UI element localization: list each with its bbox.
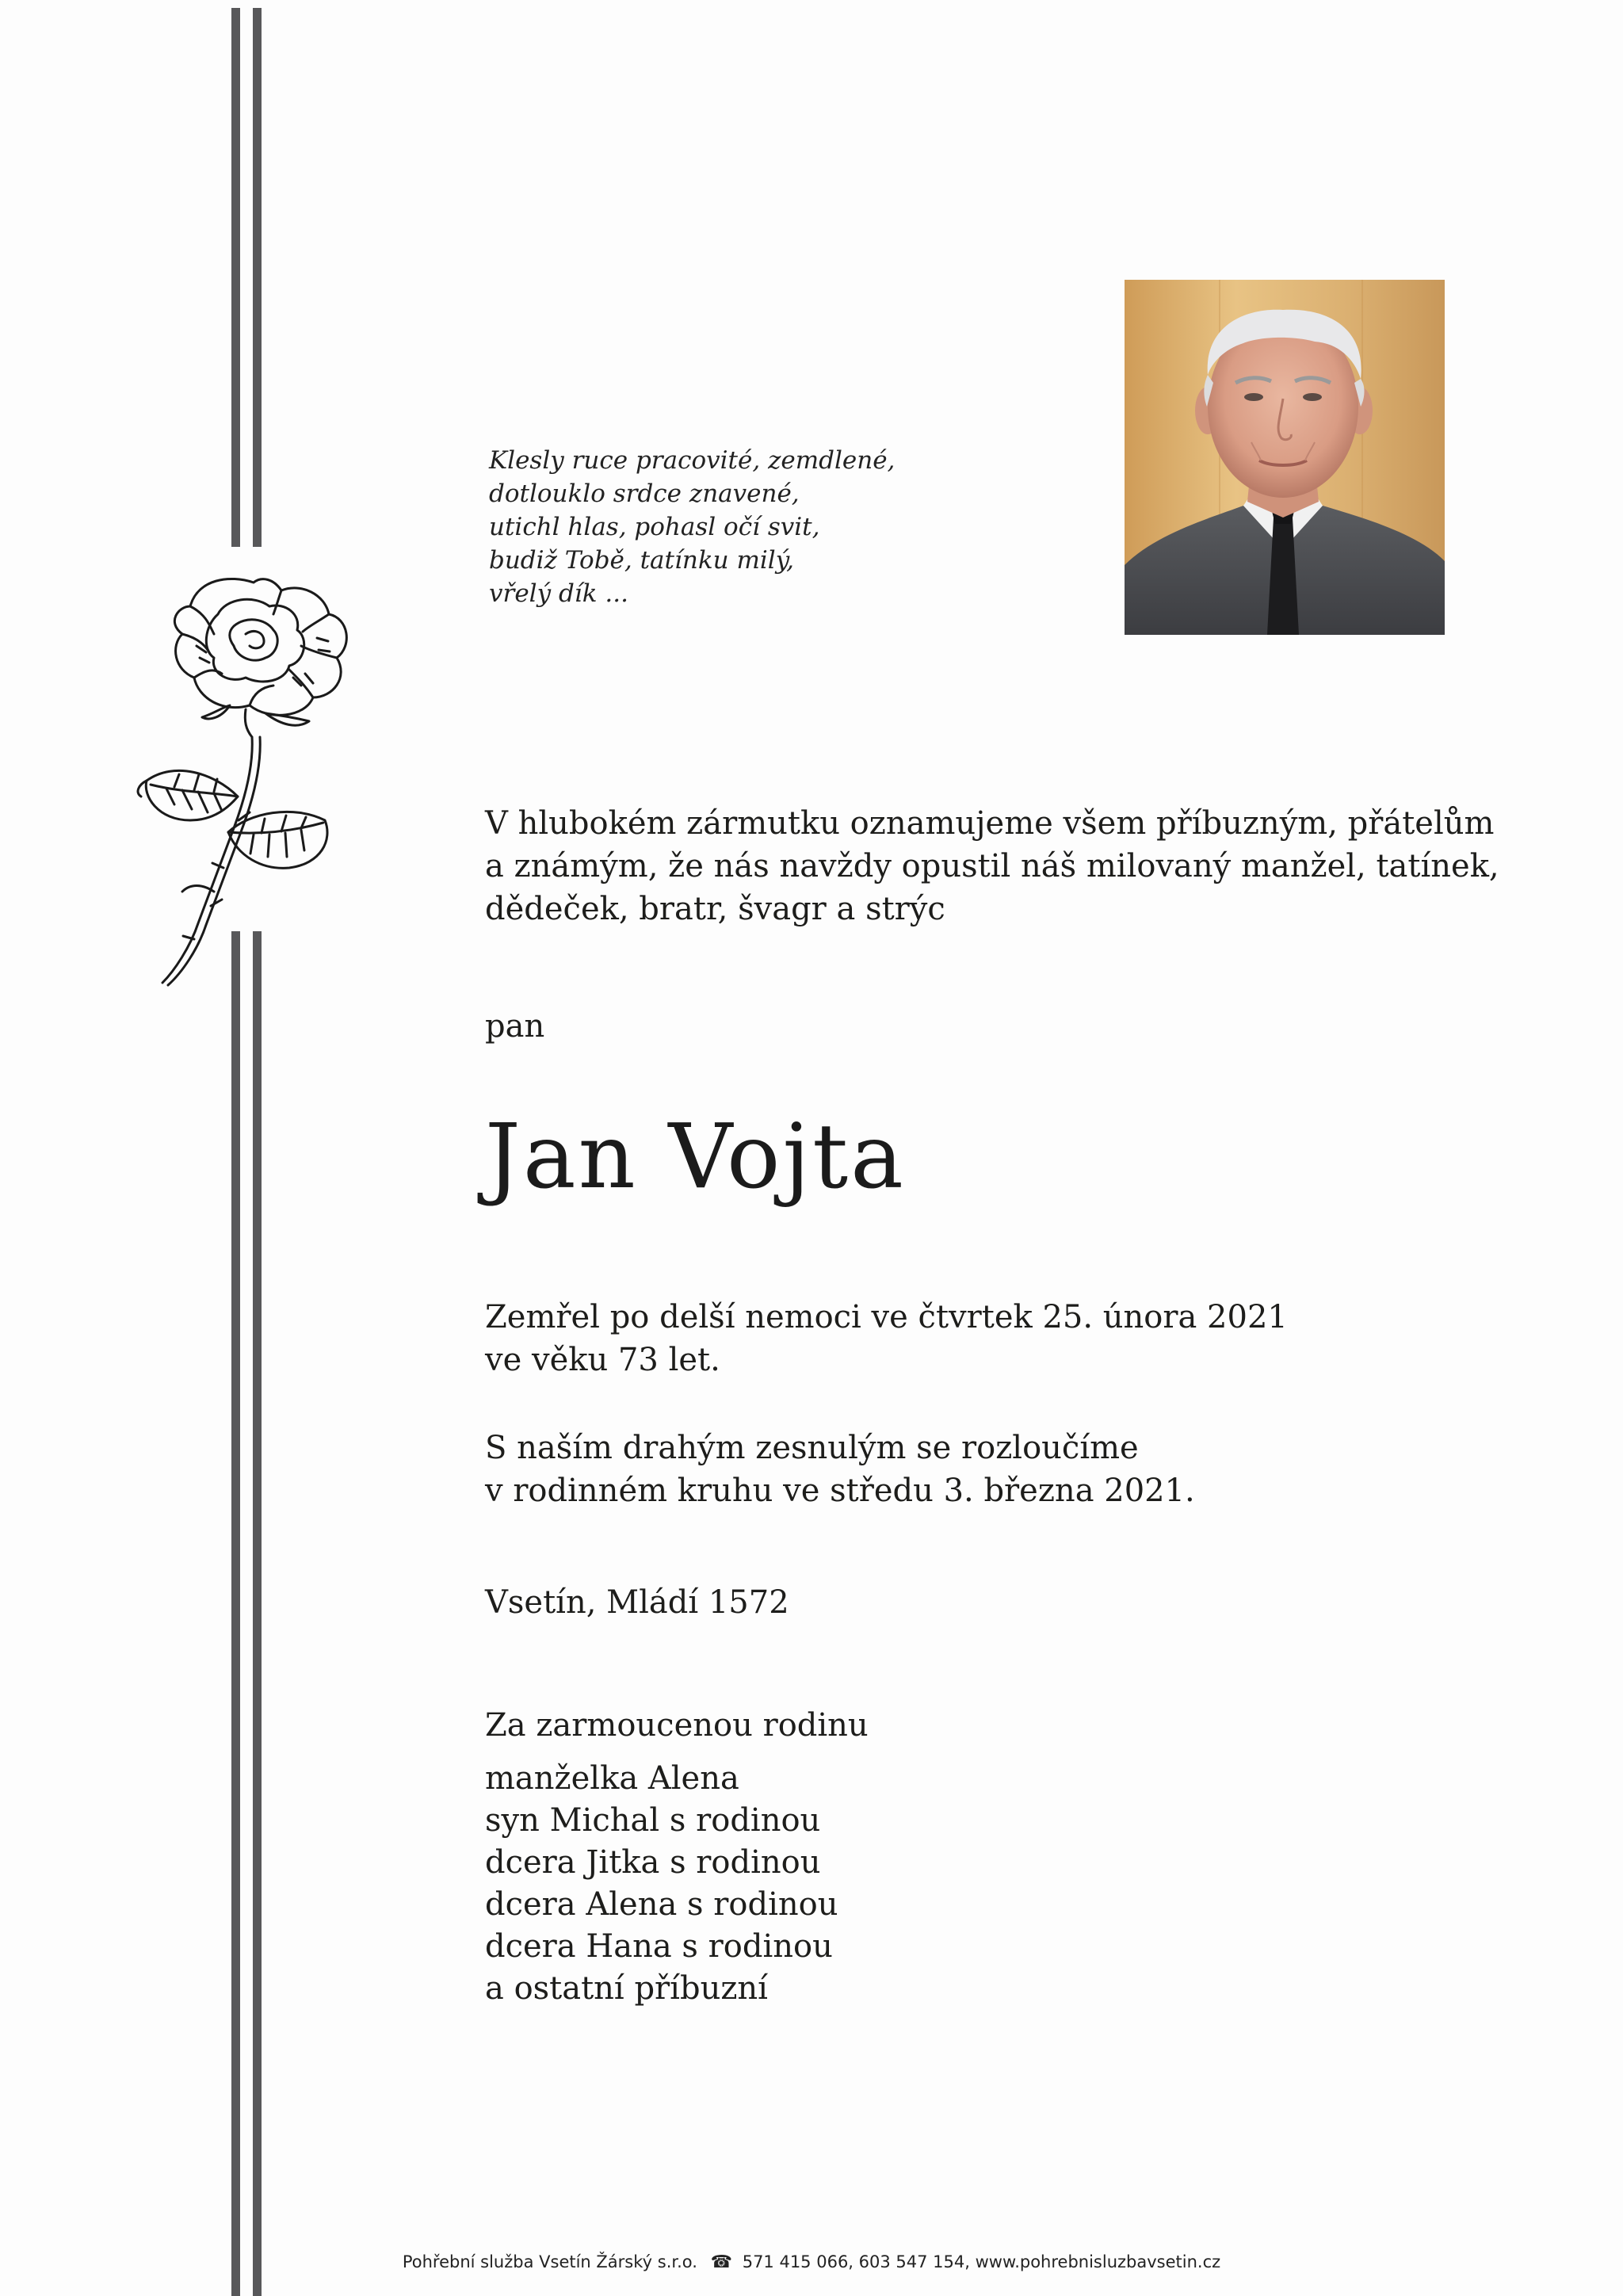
- death-notice-line: ve věku 73 let.: [485, 1342, 720, 1378]
- family-member: manželka Alena: [485, 1760, 739, 1797]
- phone-icon: ☎: [710, 2252, 733, 2272]
- portrait-image-icon: [1125, 280, 1445, 635]
- farewell-notice-line: S naším drahým zesnulým se rozloučíme: [485, 1430, 1139, 1466]
- portrait-photo: [1125, 280, 1445, 635]
- signoff: Za zarmoucenou rodinu: [485, 1707, 869, 1744]
- family-member: a ostatní příbuzní: [485, 1970, 768, 2007]
- farewell-notice: [485, 1427, 1195, 1512]
- death-notice-line: Zemřel po delší nemoci ve čtvrtek 25. února 2021: [485, 1299, 1288, 1335]
- salutation: pan: [485, 1008, 545, 1045]
- decorative-line-right-top: [253, 8, 262, 547]
- poem-line: Klesly ruce pracovité, zemdlené,: [489, 446, 896, 475]
- announcement-line: dědeček, bratr, švagr a strýc: [485, 891, 945, 927]
- poem: [489, 444, 964, 610]
- rose-icon: [135, 559, 380, 987]
- family-member: dcera Alena s rodinou: [485, 1886, 838, 1923]
- footer-contact: 571 415 066, 603 547 154, www.pohrebnisluzbavsetin.cz: [742, 2252, 1221, 2271]
- poem-line: vřelý dík ...: [489, 579, 628, 608]
- deceased-name: Jan Vojta: [485, 1106, 906, 1209]
- decorative-line-left-bottom: [231, 931, 240, 2296]
- announcement-line: V hlubokém zármutku oznamujeme všem příbuzným, přátelům: [485, 805, 1495, 842]
- poem-line: utichl hlas, pohasl očí svit,: [489, 513, 820, 541]
- decorative-line-right-bottom: [253, 931, 262, 2296]
- address: Vsetín, Mládí 1572: [485, 1584, 789, 1621]
- death-notice: [485, 1296, 1288, 1381]
- announcement: [485, 802, 1499, 930]
- decorative-line-left-top: [231, 8, 240, 547]
- footer: [0, 2252, 1623, 2272]
- family-list: [485, 1758, 838, 2010]
- poem-line: budiž Tobě, tatínku milý,: [489, 546, 794, 575]
- farewell-notice-line: v rodinném kruhu ve středu 3. března 2021.: [485, 1473, 1195, 1509]
- poem-line: dotlouklo srdce znavené,: [489, 479, 800, 508]
- family-member: dcera Hana s rodinou: [485, 1928, 833, 1965]
- family-member: syn Michal s rodinou: [485, 1802, 821, 1839]
- family-member: dcera Jitka s rodinou: [485, 1844, 821, 1881]
- footer-company: Pohřební služba Vsetín Žárský s.r.o.: [402, 2252, 697, 2271]
- announcement-line: a známým, že nás navždy opustil náš milovaný manžel, tatínek,: [485, 848, 1499, 884]
